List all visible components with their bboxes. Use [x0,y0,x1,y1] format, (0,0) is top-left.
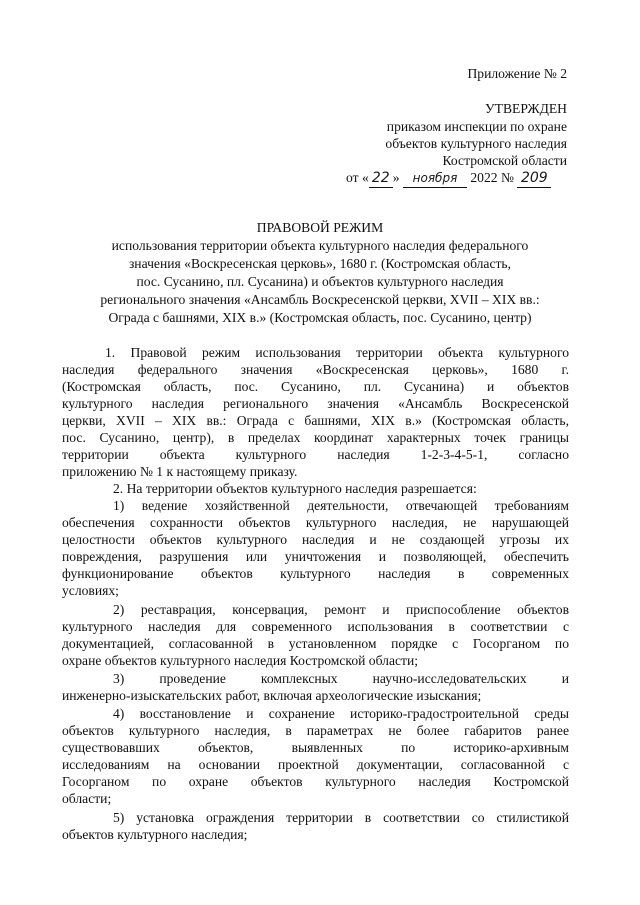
item-2-line: документацией, согласованной в установленном порядке с Госорганом по [62,636,569,651]
handwritten-number: 209 [520,170,548,186]
item-2-line: 2) реставрация, консервация, ремонт и приспособление объектов [113,602,569,617]
paragraph-1-line: (Костромская область, пос. Сусанино, пл. Сусанина) и объектов [62,379,569,394]
date-month-field [403,170,467,188]
paragraph-1-line: территории объекта культурного наследия 1-2-3-4-5-1, согласно [62,447,569,462]
title-line: значения «Воскресенская церковь», 1680 г. (Костромская область, [128,256,512,271]
paragraph-1-line: приложению № 1 к настоящему приказу. [62,464,298,479]
item-1-line: целостности объектов культурного наследия и не создающей угрозы их [62,532,569,547]
date-prefix: от « [346,170,369,185]
order-date-line [346,170,551,188]
paragraph-1-line: культурного наследия регионального значения «Ансамбль Воскресенской [62,396,569,411]
item-1-line: 1) ведение хозяйственной деятельности, отвечающей требованиям [113,498,569,513]
item-1-line: обеспечения сохранности объектов культурного наследия, не нарушающей [62,515,569,530]
item-4-line: 4) восстановление и сохранение историко-градостроительной среды [113,706,569,721]
order-line-1: приказом инспекции по охране [386,119,567,134]
paragraph-1-line: пос. Сусанино, центр), в пределах координат характерных точек границы [62,430,569,445]
item-5-line: объектов культурного наследия; [62,827,248,842]
item-3-line: инженерно-изыскательских работ, включая археологические изыскания; [62,688,482,703]
item-2-line: охране объектов культурного наследия Костромской области; [62,653,419,668]
item-4-line: объектов культурного наследия, в параметрах не более габаритов ранее [62,723,569,738]
document-title: ПРАВОВОЙ РЕЖИМ [256,220,384,235]
item-5-line: 5) установка ограждения территории в соответствии со стилистикой [113,810,569,825]
title-line: регионального значения «Ансамбль Воскресенской церкви, XVII – XIX вв.: [100,292,540,307]
order-line-2: объектов культурного наследия [385,136,567,151]
handwritten-month: ноября [412,171,458,185]
paragraph-1-line: наследия федерального значения «Воскресенская церковь», 1680 г. [62,362,569,377]
date-number-field [517,170,551,188]
paragraph-1-line: церкви, XVII – XIX вв.: Ограда с башнями, XIX в.» (Костромская область, [62,413,569,428]
title-line: использования территории объекта культурного наследия федерального [111,238,529,253]
date-mid: » [392,170,400,185]
item-4-line: области; [62,791,112,806]
item-4-line: исследованиям на основании проектной документации, согласованной с [62,757,569,772]
item-1-line: функционирование объектов культурного наследия в современных [62,566,569,581]
item-2-line: культурного наследия для современного использования в соответствии с [62,619,569,634]
date-year: 2022 № [470,170,514,185]
item-4-line: существовавших объектов, выявленных по историко-архивным [62,740,569,755]
order-line-3: Костромской области [442,153,567,168]
appendix-label: Приложение № 2 [467,66,567,81]
approved-label: УТВЕРЖДЕН [485,101,567,116]
paragraph-2: 2. На территории объектов культурного наследия разрешается: [113,481,477,496]
title-line: Ограда с башнями, XIX в.» (Костромская область, пос. Сусанино, центр) [108,310,532,325]
item-1-line: условиях; [62,583,119,598]
item-3-line: 3) проведение комплексных научно-исследовательских и [113,671,569,686]
item-4-line: Госорганом по охране объектов культурного наследия Костромской [62,774,569,789]
handwritten-day: 22 [371,170,390,186]
item-1-line: повреждения, разрушения или уничтожения и позволяющей, обеспечить [62,549,569,564]
date-day-field [369,170,393,188]
title-line: пос. Сусанино, пл. Сусанина) и объектов культурного наследия [136,274,504,289]
paragraph-1-line: 1. Правовой режим использования территории объекта культурного [105,345,569,360]
